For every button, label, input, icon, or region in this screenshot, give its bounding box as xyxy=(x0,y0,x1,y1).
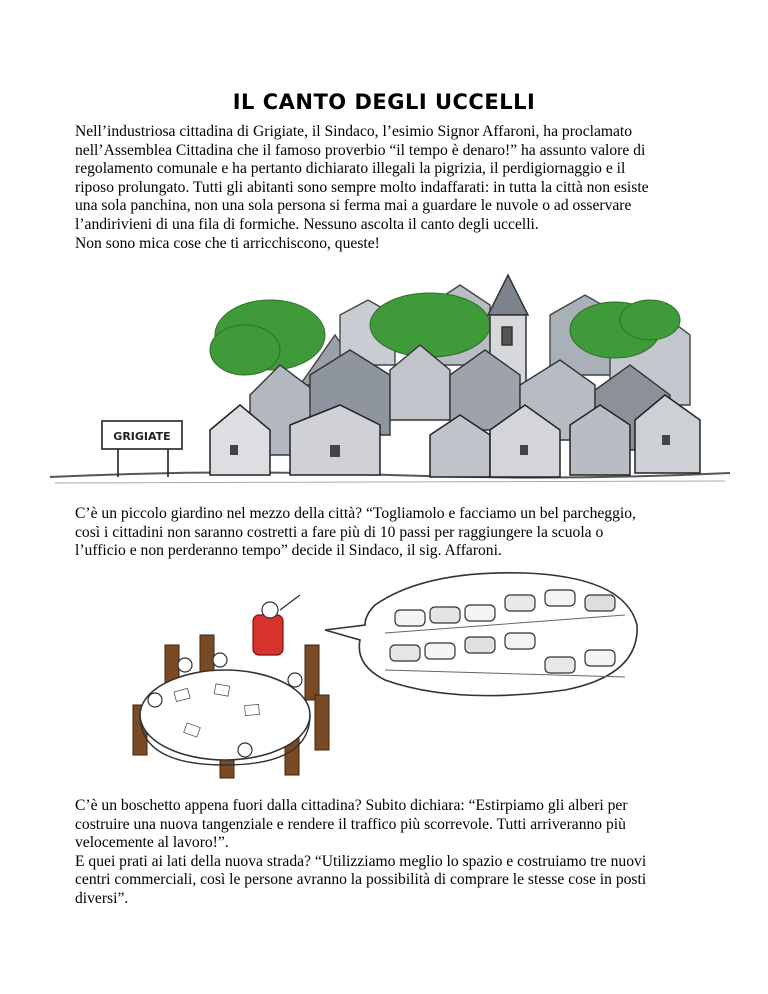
town-sign-text: GRIGIATE xyxy=(113,430,171,443)
text-line: C’è un boschetto appena fuori dalla cittadina? Subito dichiara: “Estirpiamo gli alberi per xyxy=(75,797,628,814)
text-line: E quei prati ai lati della nuova strada? “Utilizziamo meglio lo spazio e costruiamo tre nuovi xyxy=(75,852,647,870)
paragraph-garden xyxy=(75,505,705,561)
text-line: velocemente al lavoro!”. xyxy=(75,834,229,852)
text-line: l’andirivieni di una fila di formiche. Nessuno ascolta il canto degli uccelli. xyxy=(75,215,539,233)
text-line: costruire una nuova tangenziale e rendere il traffico più scorrevole. Tutti arriveranno più xyxy=(75,815,626,833)
text-line: regolamento comunale e ha pertanto dichiarato illegali la pigrizia, il perdigiornaggio e il xyxy=(75,160,626,178)
text-line: Nell’industriosa cittadina di Grigiate, il Sindaco, l’esimio Signor Affaroni, ha proclamato xyxy=(75,123,633,140)
paragraph-intro xyxy=(75,123,705,253)
text-line: C’è un piccolo giardino nel mezzo della città? “Togliamolo e facciamo un bel parcheggio, xyxy=(75,505,636,522)
text-line: riposo prolungato. Tutti gli abitanti sono sempre molto indaffarati: in tutta la città non esiste xyxy=(75,178,649,196)
text-line: Non sono mica cose che ti arricchiscono, queste! xyxy=(75,234,380,252)
text-line: l’ufficio e non perderanno tempo” decide il Sindaco, il sig. Affaroni. xyxy=(75,542,502,560)
text-line: centri commerciali, così le persone avranno la possibilità di comprare le stesse cose in posti xyxy=(75,871,647,889)
text-line: così i cittadini non saranno costretti a fare più di 10 passi per raggiungere la scuola o xyxy=(75,523,604,541)
paragraph-woods xyxy=(75,797,705,909)
page-title: IL CANTO DEGLI UCCELLI xyxy=(232,90,536,114)
meeting-illustration xyxy=(125,565,645,780)
text-line: diversi”. xyxy=(75,889,129,907)
town-illustration xyxy=(50,255,730,490)
text-line: nell’Assemblea Cittadina che il famoso proverbio “il tempo è denaro!” ha assunto valore di xyxy=(75,141,646,159)
text-line: una sola panchina, non una sola persona si ferma mai a guardare le nuvole o ad osservare xyxy=(75,197,632,215)
